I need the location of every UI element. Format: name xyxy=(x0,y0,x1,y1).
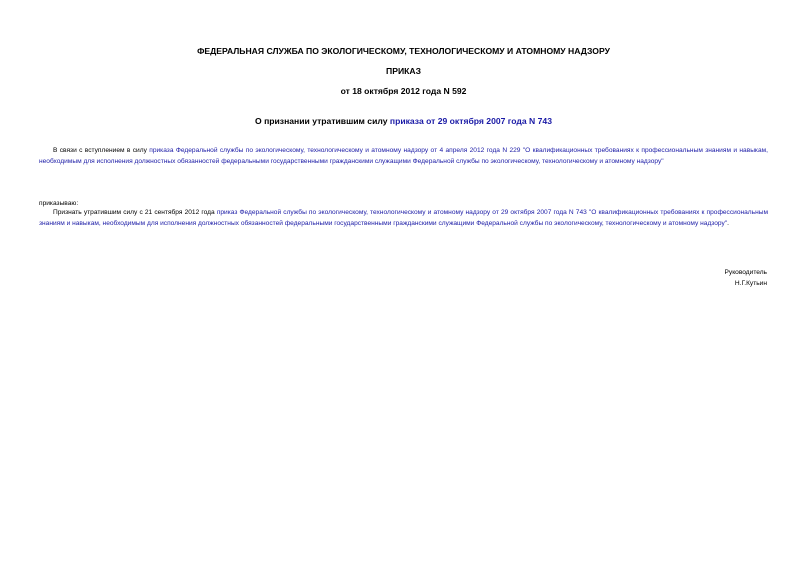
title-link[interactable]: приказа от 29 октября 2007 года N 743 xyxy=(389,116,552,126)
paragraph-2-link[interactable]: приказ Федеральной службы по экологическому, технологическому и атомному надзору от 29 октября 2007 года N 743 "О квалификационных требованиях к профессиональным знаниям и навыкам, необходимым для исполнения должностных обязанностей федеральными государственными гражданскими служащими Федеральной службы по экологическому, технологическому и атомному надзору" xyxy=(39,209,768,227)
document-title xyxy=(0,116,807,126)
paragraph-2 xyxy=(39,208,768,230)
signature-block xyxy=(725,268,767,289)
doc-date-number: от 18 октября 2012 года N 592 xyxy=(340,86,467,96)
paragraph-1-link[interactable]: приказа Федеральной службы по экологическому, технологическому и атомному надзору от 4 апреля 2012 года N 229 "О квалификационных требованиях к профессиональным знаниям и навыкам, необходимым для исполнения должностных обязанностей федеральными государственными гражданскими служащими Федеральной службы по экологическому, технологическому и атомному надзору" xyxy=(39,147,768,165)
signature-name: Н.Г.Кутьин xyxy=(734,279,767,287)
paragraph-1 xyxy=(39,146,768,168)
paragraph-1-text: В связи с вступлением в силу xyxy=(53,147,150,154)
agency-heading: ФЕДЕРАЛЬНАЯ СЛУЖБА ПО ЭКОЛОГИЧЕСКОМУ, ТЕХНОЛОГИЧЕСКОМУ И АТОМНОМУ НАДЗОРУ xyxy=(197,46,610,56)
signature-position: Руководитель xyxy=(724,269,767,276)
doc-type-heading: ПРИКАЗ xyxy=(386,66,421,76)
orders-word: приказываю: xyxy=(39,200,79,207)
paragraph-2-text: Признать утратившим силу с 21 сентября 2012 года xyxy=(53,209,217,216)
title-prefix: О признании утратившим силу xyxy=(255,116,390,126)
paragraph-2-end: . xyxy=(727,219,729,227)
